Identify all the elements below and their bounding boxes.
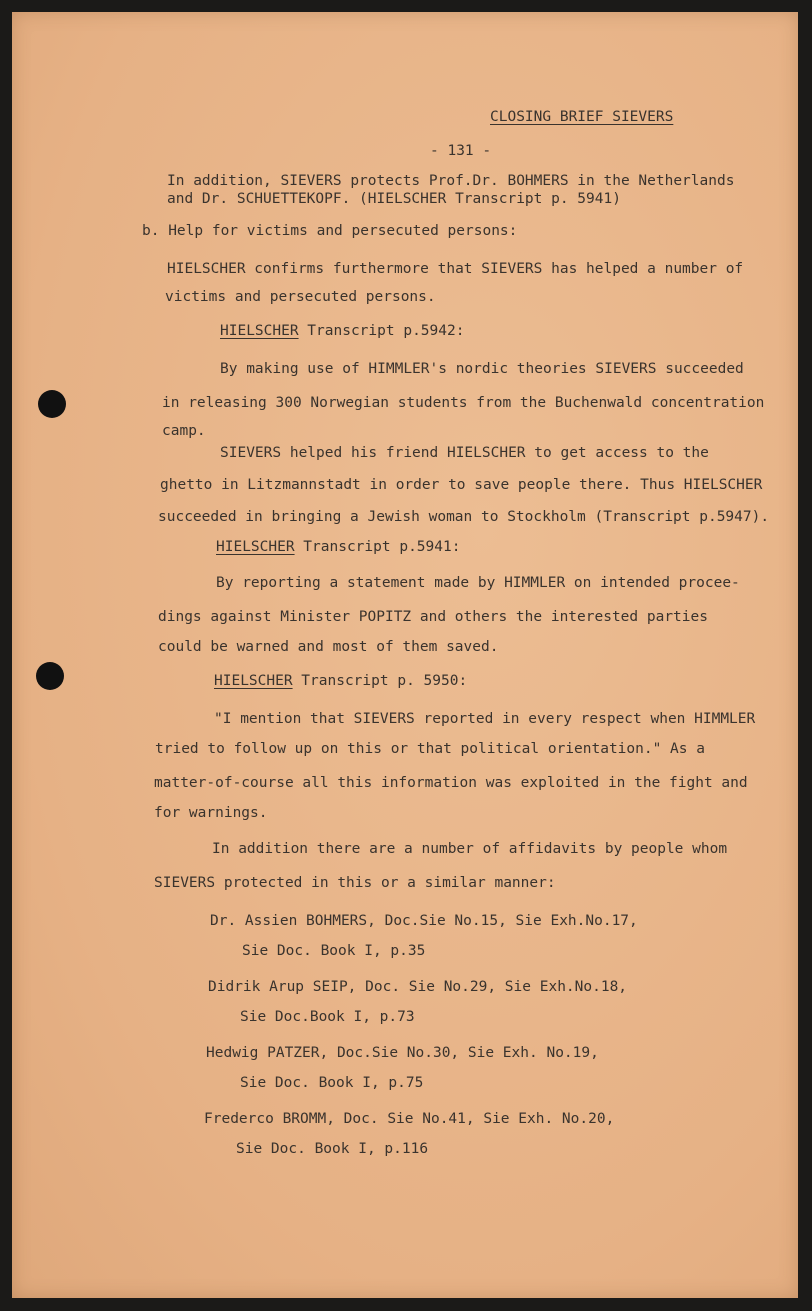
document-page <box>12 12 798 1298</box>
reference-3-rest: Transcript p. 5950: <box>292 673 468 689</box>
reference-1-rest: Transcript p.5942: <box>298 323 465 339</box>
affidavit-4-line-2: Sie Doc. Book I, p.116 <box>236 1141 429 1157</box>
section-b-heading: b. Help for victims and persecuted persons: <box>142 223 518 239</box>
para-1-line-1: By making use of HIMMLER's nordic theories SIEVERS succeeded <box>220 361 744 377</box>
para-3-line-3: could be warned and most of them saved. <box>158 639 499 655</box>
reference-1-name: HIELSCHER <box>220 323 299 339</box>
para-4-line-4: for warnings. <box>154 805 268 821</box>
reference-3-name: HIELSCHER <box>214 673 293 689</box>
intro-line-2: and Dr. SCHUETTEKOPF. (HIELSCHER Transcript p. 5941) <box>167 191 621 207</box>
para-3-line-2: dings against Minister POPITZ and others the interested parties <box>158 609 708 625</box>
para-1-line-3: camp. <box>162 423 206 439</box>
para-4-line-3: matter-of-course all this information was exploited in the fight and <box>154 775 748 791</box>
punch-hole-bottom <box>36 662 64 690</box>
para-2-line-3: succeeded in bringing a Jewish woman to Stockholm (Transcript p.5947). <box>158 509 770 525</box>
reference-2 <box>216 538 460 556</box>
affidavit-2-line-2: Sie Doc.Book I, p.73 <box>240 1009 415 1025</box>
reference-2-name: HIELSCHER <box>216 539 295 555</box>
affidavit-3-line-2: Sie Doc. Book I, p.75 <box>240 1075 424 1091</box>
reference-3 <box>214 672 467 690</box>
para-5-line-1: In addition there are a number of affidavits by people whom <box>212 841 728 857</box>
affidavit-1-line-2: Sie Doc. Book I, p.35 <box>242 943 426 959</box>
reference-2-rest: Transcript p.5941: <box>294 539 461 555</box>
para-5-line-2: SIEVERS protected in this or a similar manner: <box>154 875 556 891</box>
reference-1 <box>220 322 464 340</box>
intro-line-1: In addition, SIEVERS protects Prof.Dr. BOHMERS in the Netherlands <box>167 173 735 189</box>
para-4-line-1: "I mention that SIEVERS reported in every respect when HIMMLER <box>214 711 756 727</box>
section-b-line-2: victims and persecuted persons. <box>165 289 436 305</box>
affidavit-2-line-1: Didrik Arup SEIP, Doc. Sie No.29, Sie Exh.No.18, <box>208 979 628 995</box>
para-2-line-2: ghetto in Litzmannstadt in order to save people there. Thus HIELSCHER <box>160 477 763 493</box>
para-1-line-2: in releasing 300 Norwegian students from the Buchenwald concentration <box>162 395 765 411</box>
para-3-line-1: By reporting a statement made by HIMMLER on intended procee- <box>216 575 740 591</box>
punch-hole-top <box>38 390 66 418</box>
para-2-line-1: SIEVERS helped his friend HIELSCHER to get access to the <box>220 445 709 461</box>
affidavit-3-line-1: Hedwig PATZER, Doc.Sie No.30, Sie Exh. No.19, <box>206 1045 599 1061</box>
para-4-line-2: tried to follow up on this or that political orientation." As a <box>155 741 705 757</box>
affidavit-1-line-1: Dr. Assien BOHMERS, Doc.Sie No.15, Sie Exh.No.17, <box>210 913 638 929</box>
document-title: CLOSING BRIEF SIEVERS <box>490 109 674 125</box>
page-number: - 131 - <box>430 143 492 159</box>
section-b-line-1: HIELSCHER confirms furthermore that SIEVERS has helped a number of <box>167 261 744 277</box>
affidavit-4-line-1: Frederco BROMM, Doc. Sie No.41, Sie Exh. No.20, <box>204 1111 615 1127</box>
